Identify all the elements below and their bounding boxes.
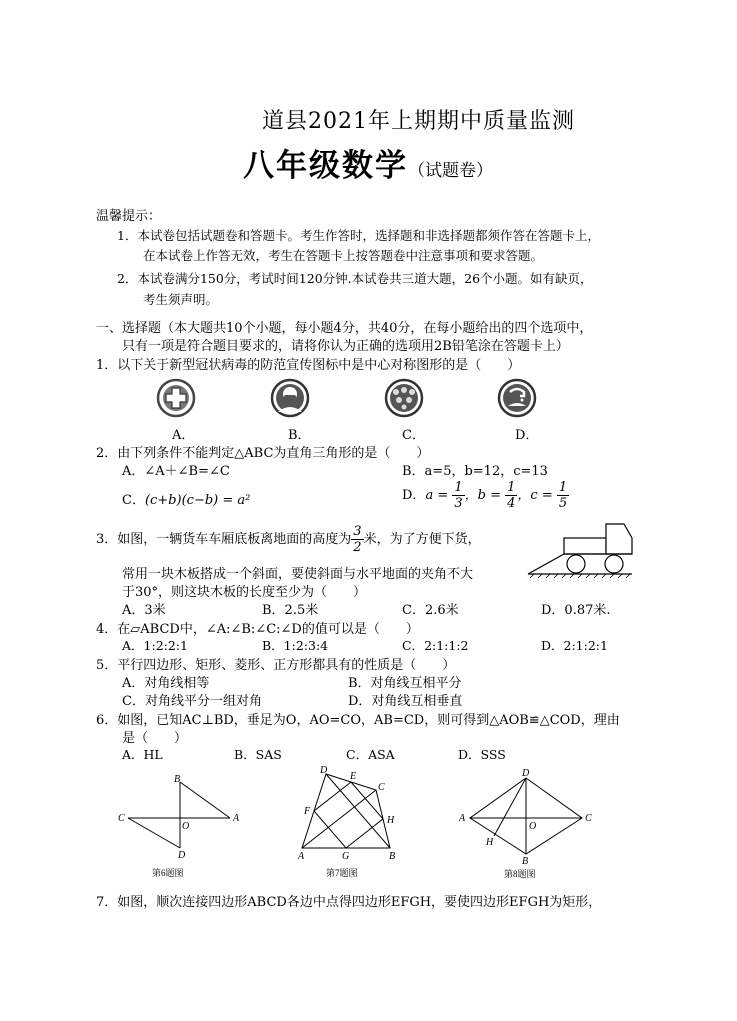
q7-stem: 7．如图，顺次连接四边形ABCD各边中点得四边形EFGH，要使四边形EFGH为矩形， <box>96 895 602 910</box>
fig7-label-g: G <box>342 851 350 862</box>
q2-option-d <box>402 480 569 511</box>
notice-item-1-line1: 1．本试卷包括试题卷和答题卡。考生作答时，选择题和非选择题都须作答在答题卡上， <box>117 228 600 243</box>
fig7-label-f: F <box>304 806 311 817</box>
q2-frac-a: $\frac{1}{3}$ <box>454 480 463 511</box>
q5-option-b: B．对角线互相平分 <box>348 676 462 691</box>
crowd-icon <box>386 380 422 416</box>
q2-d-c: ，c = <box>517 488 553 503</box>
cross-icon <box>158 380 194 416</box>
q2-stem: 2．由下列条件不能判定△ABC为直角三角形的是（ ） <box>96 446 430 461</box>
fig7-label-b: B <box>389 851 396 862</box>
q1-option-a: A． <box>172 428 195 443</box>
fig6-label-d: D <box>178 850 186 861</box>
q4-option-b: B．1:2:3:4 <box>262 638 329 653</box>
fig7-label-e: E <box>350 771 357 782</box>
q1-icons <box>150 376 550 422</box>
q6-option-b: B．SAS <box>234 747 282 762</box>
q3-option-d: D．0.87米. <box>541 603 611 618</box>
q1-option-d: D． <box>515 428 539 443</box>
q4-option-c: C．2:1:1:2 <box>402 638 469 653</box>
q3-line3: 于30°，则这块木板的长度至少为（ ） <box>122 585 367 600</box>
fig8-label-c: C <box>585 813 592 824</box>
notice-item-2-line2: 考生须声明。 <box>143 292 219 307</box>
masked-person-icon <box>272 380 308 416</box>
section1-heading-2: 只有一项是符合题目要求的，请将你认为正确的选项用2B铅笔涂在答题卡上） <box>122 339 569 354</box>
q1-stem: 1．以下关于新型冠状病毒的防范宣传图标中是中心对称图形的是（ ） <box>96 358 521 373</box>
notice-label: 温馨提示： <box>96 209 162 224</box>
fig7-caption: 第7题图 <box>326 868 358 878</box>
q2-frac-c: $\frac{1}{5}$ <box>558 480 568 511</box>
q4-stem: 4．在▱ABCD中，∠A:∠B:∠C:∠D的值可以是（ ） <box>96 622 419 637</box>
q3-option-a: A．3米 <box>122 603 166 618</box>
fig7-label-d: D <box>320 765 328 776</box>
q2-frac-b: $\frac{1}{4}$ <box>507 480 516 511</box>
q6-option-d: D．SSS <box>458 747 506 762</box>
q6-option-a: A．HL <box>122 747 163 762</box>
figure-8 <box>452 766 602 882</box>
exam-subtitle <box>243 140 493 185</box>
truck-figure <box>520 518 640 582</box>
figure-6 <box>112 770 252 882</box>
q2-option-c-label: C． <box>122 493 145 508</box>
fig8-caption: 第8题图 <box>504 869 536 879</box>
fig8-label-b: B <box>522 856 529 867</box>
q2-option-d-label: D． <box>402 488 426 503</box>
q3-stem-b: 米，为了方便下货， <box>363 532 481 547</box>
q6-option-c: C．ASA <box>346 747 395 762</box>
q5-option-a: A．对角线相等 <box>122 676 210 691</box>
handwash-icon <box>499 380 535 416</box>
fig8-label-a: A <box>459 813 466 824</box>
q3-line2: 常用一块木板搭成一个斜面，要使斜面与水平地面的夹角不大 <box>122 567 474 582</box>
notice-item-2-line1: 2．本试卷满分150分，考试时间120分钟.本试卷共三道大题，26个小题。如有缺页， <box>117 271 593 286</box>
section1-heading: 一、选择题（本大题共10个小题，每小题4分，共40分，在每小题给出的四个选项中， <box>96 321 593 336</box>
q2-option-c <box>122 489 250 508</box>
q2-option-c-expr: (c+b)(c−b) = a² <box>144 493 251 508</box>
figure-7 <box>290 762 414 882</box>
q4-option-d: D．2:1:2:1 <box>541 638 608 653</box>
fig8-label-o: O <box>529 821 537 832</box>
subject-note: （试题卷） <box>408 161 493 181</box>
q2-d-a: a = <box>425 488 449 503</box>
exam-title: 道县2021年上期期中质量监测 <box>262 109 575 134</box>
q2-d-b: ，b = <box>464 488 501 503</box>
q5-stem: 5．平行四边形、矩形、菱形、正方形都具有的性质是（ ） <box>96 658 456 673</box>
fig6-caption: 第6题图 <box>152 868 184 878</box>
fig6-label-o: O <box>182 821 190 832</box>
fig7-label-h: H <box>387 815 395 826</box>
q2-option-b: B．a=5，b=12，c=13 <box>402 464 548 479</box>
q5-option-d: D．对角线互相垂直 <box>348 694 463 709</box>
q3-stem <box>96 524 481 555</box>
q1-option-b: B． <box>288 428 311 443</box>
fig8-label-d: D <box>522 768 530 779</box>
q5-option-c: C．对角线平分一组对角 <box>122 694 262 709</box>
fig7-label-a: A <box>298 851 305 862</box>
subject-title: 八年级数学 <box>243 148 408 184</box>
fig7-label-c: C <box>378 782 385 793</box>
q3-frac: $\frac{3}{2}$ <box>353 524 362 555</box>
q3-option-b: B．2.5米 <box>262 603 319 618</box>
q6-line2: 是（ ） <box>122 731 188 746</box>
q3-stem-a: 3．如图，一辆货车车厢底板离地面的高度为 <box>96 532 352 547</box>
q3-option-c: C．2.6米 <box>402 603 459 618</box>
q6-stem: 6．如图，已知AC⊥BD，垂足为O，AO=CO，AB=CD，则可得到△AOB≌△COD，理由 <box>96 713 620 728</box>
fig6-label-c: C <box>118 813 125 824</box>
fig8-label-h: H <box>486 837 494 848</box>
notice-item-1-line2: 在本试卷上作答无效，考生在答题卡上按答题卷中注意事项和要求答题。 <box>143 248 544 263</box>
fig6-label-b: B <box>174 774 181 785</box>
fig6-label-a: A <box>233 813 240 824</box>
q4-option-a: A．1:2:2:1 <box>122 638 188 653</box>
q2-option-a: A．∠A＋∠B=∠C <box>122 464 230 479</box>
q1-option-c: C． <box>402 428 425 443</box>
